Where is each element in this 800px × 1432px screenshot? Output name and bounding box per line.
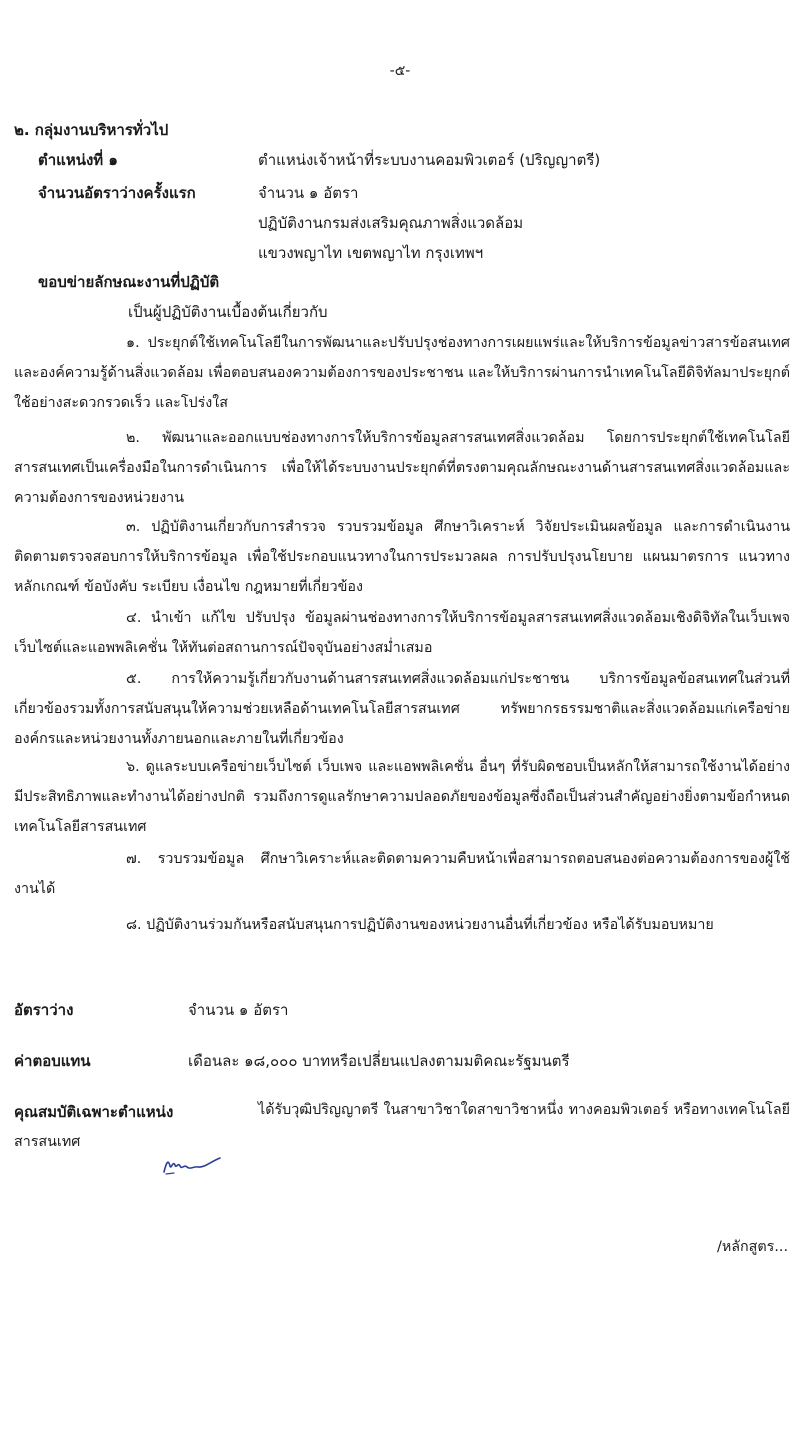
duties-intro: เป็นผู้ปฏิบัติงานเบื้องต้นเกี่ยวกับ [128, 303, 328, 321]
section-title: ๒. กลุ่มงานบริหารทั่วไป [14, 121, 169, 139]
page-number: -๕- [389, 63, 411, 79]
duty-item-5: ๕. การให้ความรู้เกี่ยวกับงานด้านสารสนเทศสิ่งแวดล้อมแก่ประชาชน บริการข้อมูลข้อสนเทศในส่วนที่เกี่ยวข้องรวมทั้งการสนับสนุนให้ความช่วยเหลือด้านเทคโนโลยีสารสนเทศ ทรัพยากรธรรมชาติและสิ่งแวดล้อมแก่เครือข่าย องค์กรและหน่วยงานทั้งภายนอกและภายในที่เกี่ยวข้อง [14, 671, 790, 747]
duty-item-3: ๓. ปฏิบัติงานเกี่ยวกับการสำรวจ รวบรวมข้อมูล ศึกษาวิเคราะห์ วิจัยประเมินผลข้อมูล และการดำเนินงานติดตามตรวจสอบการให้บริการข้อมูล เพื่อใช้ประกอบแนวทางในการประมวลผล การปรับปรุงนโยบาย แผนมาตรการ แนวทาง หลักเกณฑ์ ข้อบังคับ ระเบียบ เงื่อนไข กฎหมายที่เกี่ยวข้อง [14, 519, 790, 595]
initial-vacancy-value: จำนวน ๑ อัตรา [258, 184, 359, 202]
position-value: ตำแหน่งเจ้าหน้าที่ระบบงานคอมพิวเตอร์ (ปริญญาตรี) [258, 151, 601, 169]
vacancy-label: อัตราว่าง [14, 1001, 74, 1019]
continuation-marker: /หลักสูตร... [717, 1239, 788, 1255]
work-location-line-2: แขวงพญาไท เขตพญาไท กรุงเทพฯ [258, 244, 484, 262]
pay-value: เดือนละ ๑๘,๐๐๐ บาทหรือเปลี่ยนแปลงตามมติคณะรัฐมนตรี [188, 1052, 570, 1070]
handwritten-signature-icon [160, 1150, 224, 1178]
pay-label: ค่าตอบแทน [14, 1052, 91, 1070]
duty-item-4: ๔. นำเข้า แก้ไข ปรับปรุง ข้อมูลผ่านช่องทางการให้บริการข้อมูลสารสนเทศสิ่งแวดล้อมเชิงดิจิทัลในเว็บเพจ เว็บไซต์และแอพพลิเคชั่น ให้ทันต่อสถานการณ์ปัจจุบันอย่างสม่ำเสมอ [14, 610, 790, 656]
vacancy-value: จำนวน ๑ อัตรา [188, 1001, 289, 1019]
duties-title: ขอบข่ายลักษณะงานที่ปฏิบัติ [38, 273, 220, 291]
duty-item-6: ๖. ดูแลระบบเครือข่ายเว็บไซต์ เว็บเพจ และแอพพลิเคชั่น อื่นๆ ที่รับผิดชอบเป็นหลักให้สามารถใช้งานได้อย่างมีประสิทธิภาพและทำงานได้อย่างปกติ รวมถึงการดูแลรักษาความปลอดภัยของข้อมูลซึ่งถือเป็นส่วนสำคัญอย่างยิ่งตามข้อกำหนดเทคโนโลยีสารสนเทศ [14, 759, 790, 835]
duty-item-2: ๒. พัฒนาและออกแบบช่องทางการให้บริการข้อมูลสารสนเทศสิ่งแวดล้อม โดยการประยุกต์ใช้เทคโนโลยีสารสนเทศเป็นเครื่องมือในการดำเนินการ เพื่อให้ได้ระบบงานประยุกต์ที่ตรงตามคุณลักษณะงานด้านสารสนเทศสิ่งแวดล้อมและความต้องการของหน่วยงาน [14, 430, 790, 506]
work-location-line-1: ปฏิบัติงานกรมส่งเสริมคุณภาพสิ่งแวดล้อม [258, 214, 524, 232]
initial-vacancy-label: จำนวนอัตราว่างครั้งแรก [38, 184, 196, 202]
duty-item-7: ๗. รวบรวมข้อมูล ศึกษาวิเคราะห์และติดตามความคืบหน้าเพื่อสามารถตอบสนองต่อความต้องการของผู้ใช้งานได้ [14, 851, 790, 897]
position-label: ตำแหน่งที่ ๑ [38, 151, 118, 169]
qualification-text: ได้รับวุฒิปริญญาตรี ในสาขาวิชาใดสาขาวิชาหนึ่ง ทางคอมพิวเตอร์ หรือทางเทคโนโลยีสารสนเทศ [14, 1102, 790, 1150]
duty-item-1: ๑. ประยุกต์ใช้เทคโนโลยีในการพัฒนาและปรับปรุงช่องทางการเผยแพร่และให้บริการข้อมูลข่าวสารข้อสนเทศ และองค์ความรู้ด้านสิ่งแวดล้อม เพื่อตอบสนองความต้องการของประชาชน และให้บริการผ่านการนำเทคโนโลยีดิจิทัลมาประยุกต์ใช้อย่างสะดวกรวดเร็ว และโปร่งใส [14, 335, 790, 411]
duty-item-8: ๘. ปฏิบัติงานร่วมกันหรือสนับสนุนการปฏิบัติงานของหน่วยงานอื่นที่เกี่ยวข้อง หรือได้รับมอบหมาย [126, 917, 714, 933]
qualification-label: คุณสมบัติเฉพาะตำแหน่ง [14, 1103, 174, 1121]
